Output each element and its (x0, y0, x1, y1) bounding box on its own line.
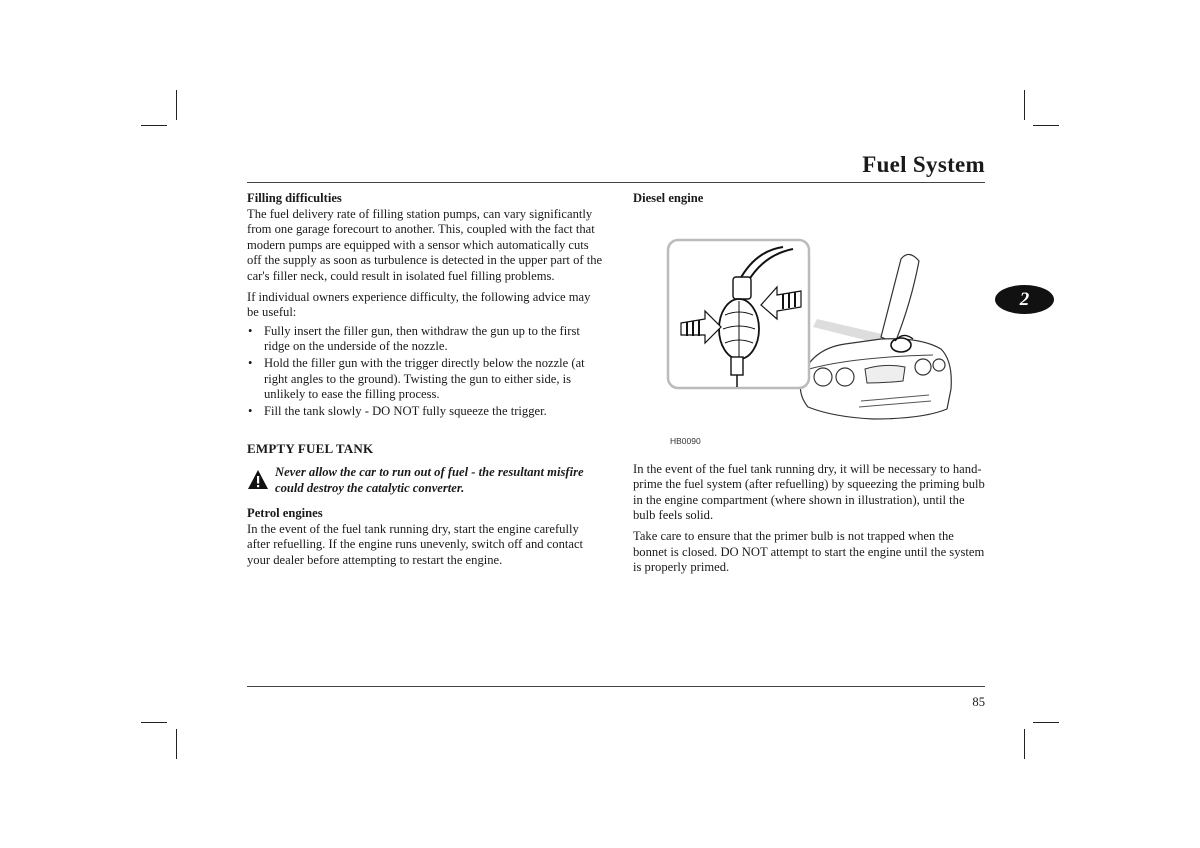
page-number: 85 (972, 695, 985, 709)
crop-mark (1024, 90, 1025, 120)
page-title: Fuel System (862, 152, 985, 177)
crop-mark (141, 125, 167, 126)
chapter-badge: 2 (995, 285, 1054, 314)
crop-mark (1033, 722, 1059, 723)
warning-text: Never allow the car to run out of fuel - the resultant misfire could destroy the catalytic converter. (275, 464, 584, 495)
crop-mark (176, 90, 177, 120)
priming-bulb-illustration (633, 219, 985, 446)
crop-mark (176, 729, 177, 759)
list-item: • Hold the filler gun with the trigger directly below the nozzle (at right angles to the ground). Twisting the gun to either side, is unlikely to ease the filling process. (247, 356, 603, 403)
crop-mark (1024, 729, 1025, 759)
diesel-engine-heading: Diesel engine (633, 191, 704, 205)
petrol-engines-heading: Petrol engines (247, 506, 323, 521)
left-column (247, 191, 603, 568)
advice-intro: If individual owners experience difficulty, the following advice may be useful: (247, 289, 591, 320)
right-column (633, 191, 985, 576)
warning-block (247, 465, 603, 496)
filling-difficulties-heading: Filling difficulties (247, 191, 342, 205)
list-item: • Fully insert the filler gun, then withdraw the gun up to the first ridge on the underside of the nozzle. (247, 324, 603, 355)
advice-list (247, 324, 603, 420)
crop-mark (1033, 125, 1059, 126)
empty-fuel-tank-heading: EMPTY FUEL TANK (247, 441, 374, 457)
petrol-paragraph: In the event of the fuel tank running dry, start the engine carefully after refuelling. If the engine runs unevenly, switch off and contact your dealer before attempting to restart the engine. (247, 521, 584, 567)
header-rule (247, 182, 985, 183)
list-item: • Fill the tank slowly - DO NOT fully squeeze the trigger. (247, 404, 603, 420)
figure-code: HB0090 (670, 435, 701, 446)
crop-mark (141, 722, 167, 723)
diesel-paragraph-2: Take care to ensure that the primer bulb is not trapped when the bonnet is closed. DO NOT attempt to start the engine until the system is properly primed. (633, 528, 985, 575)
illustration-svg (633, 219, 985, 439)
diesel-paragraph-1: In the event of the fuel tank running dry, it will be necessary to hand-prime the fuel system (after refuelling) by squeezing the priming bulb in the engine compartment (where shown in illustration), until the bulb feels solid. (633, 461, 985, 523)
footer-rule (247, 686, 985, 687)
warning-icon (247, 469, 269, 491)
filling-paragraph: The fuel delivery rate of filling station pumps, can vary significantly from one garage forecourt to another. This, coupled with the fact that modern pumps are equipped with a sensor which automatically cuts off the supply as soon as turbulence is detected in the upper part of the car's filler neck, could result in isolated fuel filling problems. (247, 206, 603, 283)
